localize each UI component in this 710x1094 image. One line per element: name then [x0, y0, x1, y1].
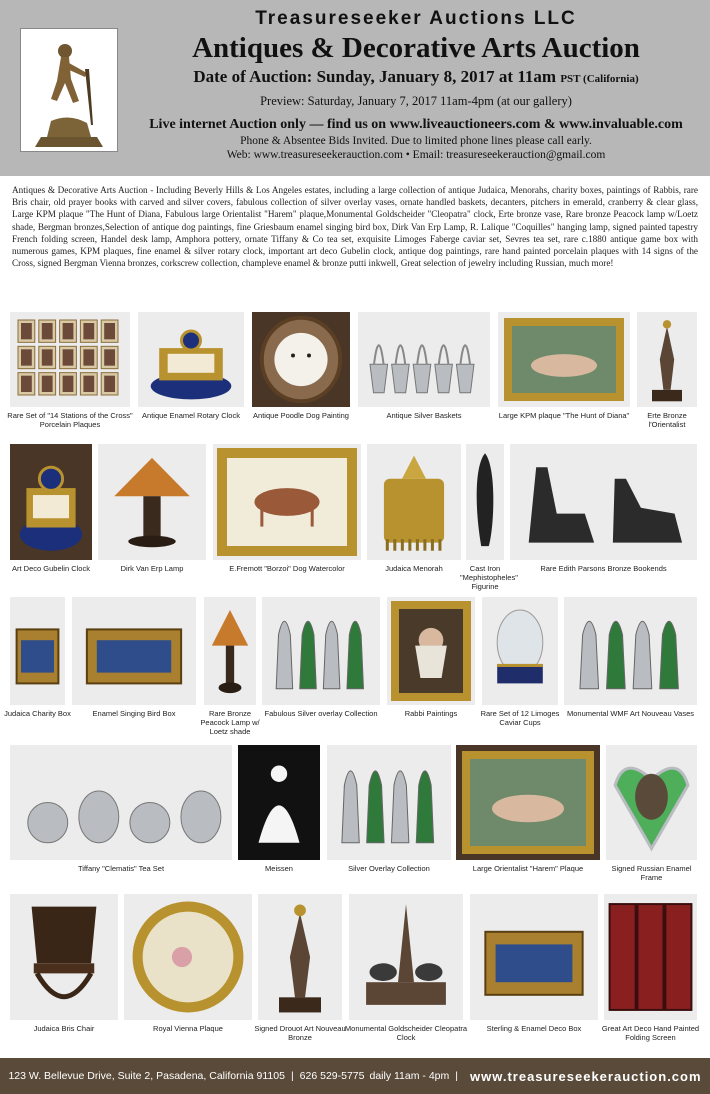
bookends-photo	[510, 444, 697, 560]
header-statue-image	[20, 28, 118, 152]
lamp-icon	[98, 444, 206, 560]
phone-info: Phone & Absentee Bids Invited. Due to limited phone lines please call early.	[240, 135, 592, 147]
auction-item[interactable]	[367, 444, 461, 588]
auction-title: Antiques & Decorative Arts Auction	[192, 32, 640, 64]
footer-hours: daily 11am - 4pm	[369, 1070, 450, 1082]
box-photo	[470, 894, 598, 1020]
portrait-photo	[387, 597, 475, 705]
item-caption: Judaica Menorah	[385, 564, 443, 573]
plaques-icon	[10, 312, 130, 407]
item-caption: Monumental Goldscheider Cleopatra Clock	[344, 1024, 468, 1042]
auction-item[interactable]	[498, 312, 630, 435]
plaques-photo	[10, 312, 130, 407]
auction-item[interactable]	[10, 894, 118, 1048]
clock-photo	[138, 312, 244, 407]
item-caption: Art Deco Gubelin Clock	[12, 564, 90, 573]
item-caption: Rabbi Paintings	[404, 709, 458, 718]
vases-icon	[564, 597, 697, 705]
auction-item[interactable]	[510, 444, 697, 588]
auction-item[interactable]	[124, 894, 252, 1048]
box-icon	[10, 597, 65, 705]
item-caption: Rare Set of 12 Limoges Caviar Cups	[480, 709, 560, 727]
auction-item[interactable]	[252, 312, 350, 435]
item-caption: Great Art Deco Hand Painted Folding Screen	[601, 1024, 700, 1042]
auction-item[interactable]	[327, 745, 451, 888]
menorah-icon	[367, 444, 461, 560]
bookends-icon	[510, 444, 697, 560]
frame-icon	[606, 745, 697, 860]
auction-item[interactable]	[4, 597, 71, 733]
painting-icon	[456, 745, 600, 860]
web-info: Web: www.treasureseekerauction.com • Email: treasureseekerauction@gmail.com	[226, 149, 606, 161]
box-icon	[72, 597, 196, 705]
item-caption: Judaica Bris Chair	[33, 1024, 95, 1033]
poodle-icon	[252, 312, 350, 407]
porcelain-photo	[238, 745, 320, 860]
item-caption: Signed Russian Enamel Frame	[611, 864, 692, 882]
footer-separator-2: |	[455, 1070, 458, 1082]
auction-item[interactable]	[262, 597, 380, 733]
auction-item[interactable]	[98, 444, 206, 588]
auction-item[interactable]	[601, 894, 700, 1048]
baskets-photo	[358, 312, 490, 407]
auction-item[interactable]	[606, 745, 697, 888]
statue-icon	[258, 894, 342, 1020]
painting-photo	[498, 312, 630, 407]
item-caption: Cast Iron "Mephistopheles" Figurine	[460, 564, 518, 591]
box-photo	[72, 597, 196, 705]
screen-icon	[604, 894, 697, 1020]
poodle-photo	[252, 312, 350, 407]
frame-photo	[606, 745, 697, 860]
item-caption: E.Fremott "Borzoi" Dog Watercolor	[229, 564, 345, 573]
statue-photo	[258, 894, 342, 1020]
item-caption: Meissen	[265, 864, 293, 873]
sculpture-photo	[349, 894, 463, 1020]
auction-item[interactable]	[10, 745, 232, 888]
auction-item[interactable]	[564, 597, 697, 733]
dog-photo	[213, 444, 361, 560]
dog-icon	[213, 444, 361, 560]
baskets-icon	[358, 312, 490, 407]
item-caption: Monumental WMF Art Nouveau Vases	[567, 709, 694, 718]
auction-item[interactable]	[7, 312, 133, 435]
statue-icon	[637, 312, 697, 407]
item-caption: Sterling & Enamel Deco Box	[486, 1024, 582, 1033]
auction-item[interactable]	[138, 312, 244, 435]
statue-photo	[637, 312, 697, 407]
item-caption: Antique Enamel Rotary Clock	[142, 411, 240, 420]
lamp-photo	[204, 597, 256, 705]
header	[0, 0, 710, 176]
auction-item[interactable]	[460, 444, 518, 591]
vases-icon	[262, 597, 380, 705]
item-caption: Rare Edith Parsons Bronze Bookends	[540, 564, 667, 573]
auction-item[interactable]	[238, 745, 320, 888]
clock-icon	[138, 312, 244, 407]
teaset-photo	[10, 745, 232, 860]
header-text	[130, 4, 702, 161]
menorah-photo	[367, 444, 461, 560]
auction-item[interactable]	[200, 597, 260, 736]
item-caption: Large Orientalist "Harem" Plaque	[472, 864, 584, 873]
item-caption: Antique Poodle Dog Painting	[253, 411, 349, 420]
auction-item[interactable]	[470, 894, 598, 1048]
vases-photo	[327, 745, 451, 860]
egg-icon	[482, 597, 558, 705]
auction-item[interactable]	[72, 597, 196, 733]
plate-icon	[124, 894, 252, 1020]
auction-description: Antiques & Decorative Arts Auction - Including Beverly Hills & Los Angeles estates, including a large collection of antique Judaica, Menorahs, charity boxes, paintings of Rabbis, rare Bris chair, old prayer books with carved and silver covers, fabulous collection of silver overlay vases, ornate handled baskets, decanters, pitchers in emerald, cranberry & clear glass, Large KPM plaque "The Hunt of Diana, Fabulous large Orientalist "Harem" plaque,Monumental Goldscheider "Cleopatra" clock, Erte bronze vase, Rare bronze Peacock lamp w/Loetz shade, Bergman bronzes,Selection of antique dog paintings, fine Griesbaum enamel singing bird box, Dirk Van Erp Lamp, R. Lalique "Coquilles" hanging lamp, signed painted tapestry French folding screen, Handel desk lamp, Amphora pottery, ornate Tiffany & Co tea set, exquisite Limoges Faberge caviar set, Sevres tea set, rare c.1880 antique game box with numerous games, KPM plaques, fine enamel & silver rotary clock, important art deco Gubelin clock, antique dog paintings, rare hand painted porcelain plaques with 14 signs of the Cross, signed Bergman Vienna bronzes, corkscrew collection, champleve enamel & bronze putti inkwell, Great selection of jewelry including Russian, much more!	[12, 185, 698, 269]
auction-item[interactable]	[456, 745, 600, 888]
painting-icon	[498, 312, 630, 407]
teaset-icon	[10, 745, 232, 860]
auction-item[interactable]	[637, 312, 697, 435]
item-caption: Large KPM plaque "The Hunt of Diana"	[498, 411, 630, 420]
plate-photo	[124, 894, 252, 1020]
auction-item[interactable]	[254, 894, 346, 1048]
item-caption: Judaica Charity Box	[4, 709, 71, 718]
auction-date-timezone: PST (California)	[560, 73, 639, 85]
auction-date-main: Date of Auction: Sunday, January 8, 2017 at 11am	[193, 67, 557, 86]
clock-icon	[10, 444, 92, 560]
item-caption: Dirk Van Erp Lamp	[120, 564, 184, 573]
internet-info: Live internet Auction only — find us on www.liveauctioneers.com & www.invaluable.com	[149, 117, 683, 132]
figurine-icon	[466, 444, 504, 560]
company-name: Treasureseeker Auctions LLC	[255, 8, 577, 29]
item-caption: Fabulous Silver overlay Collection	[264, 709, 378, 718]
footer	[0, 1058, 710, 1094]
footer-website-link[interactable]: www.treasureseekerauction.com	[469, 1068, 702, 1084]
painting-photo	[456, 745, 600, 860]
chair-photo	[10, 894, 118, 1020]
egg-photo	[482, 597, 558, 705]
vases-icon	[327, 745, 451, 860]
item-caption: Royal Vienna Plaque	[153, 1024, 223, 1033]
box-photo	[10, 597, 65, 705]
lamp-photo	[98, 444, 206, 560]
porcelain-icon	[238, 745, 320, 860]
screen-photo	[604, 894, 697, 1020]
auction-item[interactable]	[213, 444, 361, 588]
item-caption: Silver Overlay Collection	[348, 864, 430, 873]
auction-item[interactable]	[10, 444, 92, 588]
item-caption: Tiffany "Clematis" Tea Set	[77, 864, 165, 873]
lamp-icon	[204, 597, 256, 705]
item-caption: Enamel Singing Bird Box	[92, 709, 176, 718]
auction-date	[130, 67, 702, 87]
portrait-icon	[387, 597, 475, 705]
footer-phone: 626 529-5775	[299, 1070, 365, 1082]
item-caption: Antique Silver Baskets	[386, 411, 462, 420]
item-caption: Erte Bronze l'Orientalist	[647, 411, 687, 429]
sculpture-icon	[349, 894, 463, 1020]
clock-photo	[10, 444, 92, 560]
item-caption: Rare Set of "14 Stations of the Cross" Porcelain Plaques	[7, 411, 133, 429]
auction-item[interactable]	[358, 312, 490, 435]
footer-address: 123 W. Bellevue Drive, Suite 2, Pasadena, California 91105	[8, 1070, 285, 1082]
item-caption: Signed Drouot Art Nouveau Bronze	[254, 1024, 346, 1042]
auction-item[interactable]	[344, 894, 468, 1048]
item-caption: Rare Bronze Peacock Lamp w/ Loetz shade	[200, 709, 260, 736]
vases-photo	[262, 597, 380, 705]
preview-info: Preview: Saturday, January 7, 2017 11am-4pm (at our gallery)	[260, 94, 572, 108]
chair-icon	[10, 894, 118, 1020]
auction-item[interactable]	[482, 597, 558, 733]
figurine-photo	[466, 444, 504, 560]
footer-separator: |	[290, 1070, 294, 1082]
box-icon	[470, 894, 598, 1020]
vases-photo	[564, 597, 697, 705]
auction-item[interactable]	[387, 597, 475, 733]
